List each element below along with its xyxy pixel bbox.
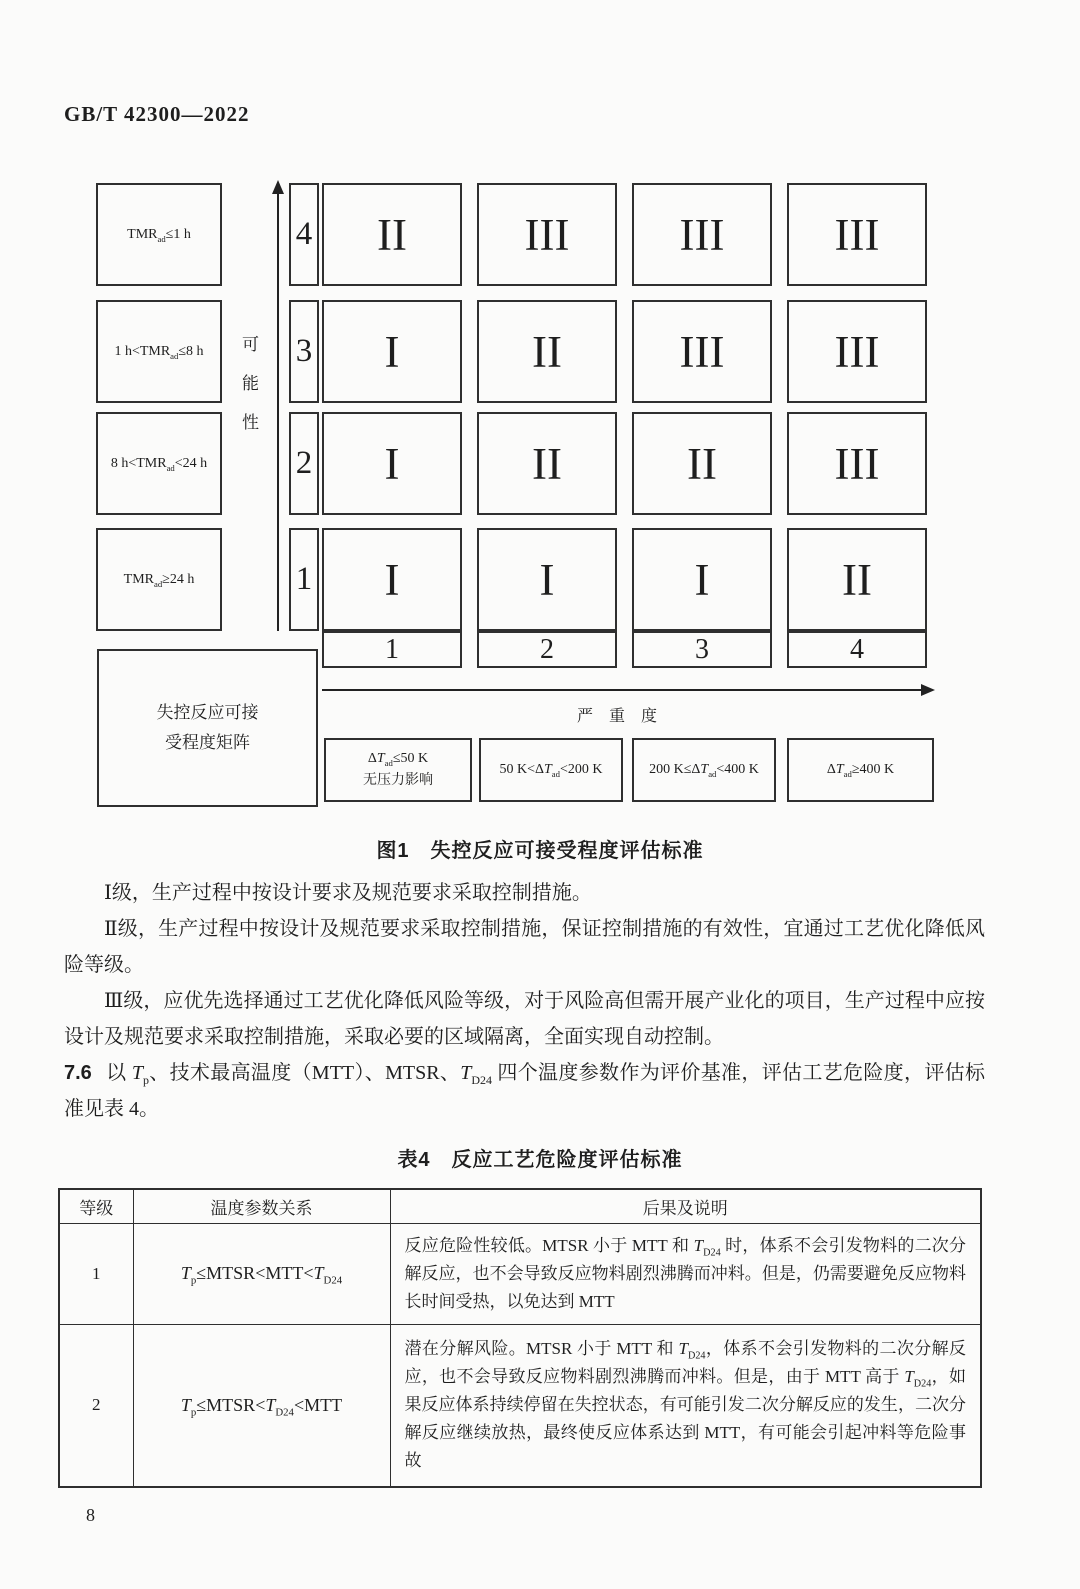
- probability-label-box: [96, 528, 222, 631]
- severity-label-box: [479, 738, 623, 802]
- relation-cell: $T_p\le MTSR<T_{D24}<MTT$: [133, 1324, 390, 1487]
- probability-label: $TMR_{ad}\le 1$ h: [127, 226, 191, 244]
- doc-number: GB/T 42300—2022: [64, 102, 250, 126]
- severity-label: 200 $K\le\Delta T_{ad}<400$ K: [649, 762, 759, 779]
- matrix-row-number: 4: [289, 183, 319, 286]
- matrix-cell: I: [477, 528, 617, 631]
- severity-label: 无压力影响: [363, 773, 433, 788]
- probability-label-box: [96, 300, 222, 403]
- paragraph-clause-7-6: [64, 1055, 985, 1127]
- paragraph-level-2: Ⅱ级，生产过程中按设计及规范要求采取控制措施，保证控制措施的有效性，宜通过工艺优化降低风险等级。: [64, 918, 985, 976]
- matrix-cell: III: [632, 183, 772, 286]
- table-header-consequence: 后果及说明: [390, 1189, 981, 1223]
- paragraph-level-3: Ⅲ级，应优先选择通过工艺优化降低风险等级，对于风险高但需开展产业化的项目，生产过程中应按设计及规范要求采取控制措施，采取必要的区域隔离，全面实现自动控制。: [64, 990, 985, 1048]
- matrix-column-number: 3: [632, 631, 772, 668]
- severity-label-box: [324, 738, 472, 802]
- matrix-cell: II: [632, 412, 772, 515]
- grade-cell: 1: [59, 1223, 133, 1324]
- severity-label: $\Delta T_{ad}\ge 400$ K: [826, 762, 895, 779]
- matrix-title-line: 失控反应可接: [156, 703, 259, 722]
- table-header-grade: 等级: [59, 1189, 133, 1223]
- table-title: 表4 反应工艺危险度评估标准: [397, 1149, 683, 1171]
- matrix-column-number: 1: [322, 631, 462, 668]
- matrix-cell: I: [322, 300, 462, 403]
- probability-axis-arrow-icon: [277, 193, 279, 631]
- matrix-cell: III: [632, 300, 772, 403]
- matrix-cell: III: [787, 300, 927, 403]
- page-number: 8: [86, 1505, 95, 1525]
- probability-axis-label: 可能性: [239, 335, 258, 452]
- matrix-column-number: 4: [787, 631, 927, 668]
- matrix-title-box: [97, 649, 318, 807]
- grade-cell: 2: [59, 1324, 133, 1487]
- probability-label-box: [96, 412, 222, 515]
- matrix-row-number: 1: [289, 528, 319, 631]
- matrix-cell: II: [787, 528, 927, 631]
- severity-label-box: [787, 738, 934, 802]
- matrix-cell: II: [477, 412, 617, 515]
- matrix-cell: III: [787, 183, 927, 286]
- matrix-cell: I: [322, 412, 462, 515]
- probability-label-box: [96, 183, 222, 286]
- probability-label: $TMR_{ad}\ge 24$ h: [123, 571, 195, 589]
- matrix-column-number: 2: [477, 631, 617, 668]
- consequence-cell: 潜在分解风险。MTSR 小于 MTT 和 $T_{D24}$，体系不会引发物料的二次分解反应，也不会导致反应物料剧烈沸腾而冲料。但是，由于 MTT 高于 $T_{D24}$，如果反应体系持续停留在失控状态，有可能引发二次分解反应的发生，二次分解反应继续放热，最终使反应体系达到 MTT，有可能会引起冲料等危险事故: [390, 1324, 981, 1487]
- severity-axis-arrow-icon: [322, 689, 922, 691]
- severity-label: 50 $K<\Delta T_{ad}<200$ K: [499, 762, 603, 779]
- probability-label: 8 $h<TMR_{ad}<24$ h: [110, 455, 208, 473]
- table-row: [59, 1223, 981, 1324]
- paragraph-level-1: Ⅰ级，生产过程中按设计要求及规范要求采取控制措施。: [104, 882, 592, 904]
- relation-cell: $T_p\le MTSR<MTT<T_{D24}$: [133, 1223, 390, 1324]
- matrix-row-number: 3: [289, 300, 319, 403]
- severity-label-box: [632, 738, 776, 802]
- consequence-cell: 反应危险性较低。MTSR 小于 MTT 和 $T_{D24}$ 时，体系不会引发物料的二次分解反应，也不会导致反应物料剧烈沸腾而冲料。但是，仍需要避免反应物料长时间受热，以免达到 MTT: [390, 1223, 981, 1324]
- body-text: [64, 875, 985, 1127]
- probability-label: 1 $h<TMR_{ad}\le 8$ h: [114, 343, 204, 361]
- clause-number: 7.6: [64, 1062, 92, 1084]
- matrix-cell: I: [322, 528, 462, 631]
- severity-label: $\Delta T_{ad}\le 50$ K: [367, 751, 429, 768]
- clause-text: 以 $T_p$、技术最高温度（MTT）、MTSR、$T_{D24}$ 四个温度参数作为评价基准，评估工艺危险度，评估标准见表 4。: [64, 1062, 986, 1120]
- matrix-cell: I: [632, 528, 772, 631]
- table-header-relation: 温度参数关系: [133, 1189, 390, 1223]
- matrix-cell: III: [787, 412, 927, 515]
- matrix-cell: III: [477, 183, 617, 286]
- severity-axis-label: 严重度: [576, 708, 673, 725]
- table-header-row: [59, 1189, 981, 1223]
- table-row: [59, 1324, 981, 1487]
- table-4: [58, 1188, 982, 1488]
- matrix-title-line: 受程度矩阵: [165, 733, 250, 752]
- figure-risk-matrix: [0, 172, 1080, 814]
- matrix-row-number: 2: [289, 412, 319, 515]
- matrix-cell: II: [477, 300, 617, 403]
- matrix-cell: II: [322, 183, 462, 286]
- figure-caption: 图1 失控反应可接受程度评估标准: [376, 840, 704, 862]
